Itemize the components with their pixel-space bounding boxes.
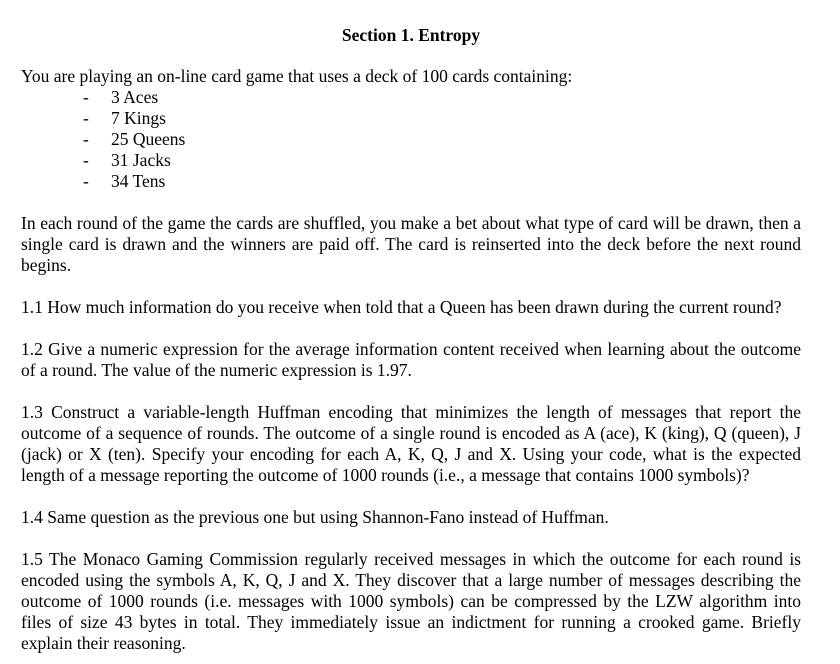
question-1-2: 1.2 Give a numeric expression for the average information content received when learning about the outcome of a round. The value of the numeric expression is 1.97. bbox=[21, 339, 801, 380]
game-description: In each round of the game the cards are shuffled, you make a bet about what type of card will be drawn, then a single card is drawn and the winners are paid off. The card is reinserted into the deck before the next round begins. bbox=[21, 213, 801, 275]
question-1-4: 1.4 Same question as the previous one but using Shannon-Fano instead of Huffman. bbox=[21, 507, 609, 527]
list-bullet: - bbox=[83, 150, 89, 170]
document-page bbox=[21, 24, 801, 654]
list-bullet: - bbox=[83, 171, 89, 191]
list-item bbox=[21, 129, 801, 150]
question-1-5: 1.5 The Monaco Gaming Commission regularly received messages in which the outcome for each round is encoded using the symbols A, K, Q, J and X. They discover that a large number of messages describing the outcome of 1000 rounds (i.e. messages with 1000 symbols) can be compressed by the LZW algorithm into files of size 43 bytes in total. They immediately issue an indictment for running a crooked game. Briefly explain their reasoning. bbox=[21, 549, 801, 653]
list-item-text: 25 Queens bbox=[111, 129, 186, 149]
section-title: Section 1. Entropy bbox=[341, 25, 481, 45]
list-item bbox=[21, 87, 801, 108]
list-item-text: 31 Jacks bbox=[111, 150, 171, 170]
list-item-text: 34 Tens bbox=[111, 171, 166, 191]
list-item bbox=[21, 171, 801, 192]
intro-text: You are playing an on-line card game that uses a deck of 100 cards containing: bbox=[21, 66, 573, 86]
question-1-3: 1.3 Construct a variable-length Huffman encoding that minimizes the length of messages that report the outcome of a sequence of rounds. The outcome of a single round is encoded as A (ace), K (king), Q (queen), J (jack) or X (ten). Specify your encoding for each A, K, Q, J and X. Using your code, what is the expected length of a message reporting the outcome of 1000 rounds (i.e., a message that contains 1000 symbols)? bbox=[21, 402, 801, 485]
list-item-text: 3 Aces bbox=[111, 87, 159, 107]
list-bullet: - bbox=[83, 108, 89, 128]
list-bullet: - bbox=[83, 129, 89, 149]
card-list bbox=[21, 87, 801, 192]
list-bullet: - bbox=[83, 87, 89, 107]
question-1-1: 1.1 How much information do you receive when told that a Queen has been drawn during the current round? bbox=[21, 297, 782, 317]
list-item bbox=[21, 108, 801, 129]
list-item-text: 7 Kings bbox=[111, 108, 166, 128]
list-item bbox=[21, 150, 801, 171]
